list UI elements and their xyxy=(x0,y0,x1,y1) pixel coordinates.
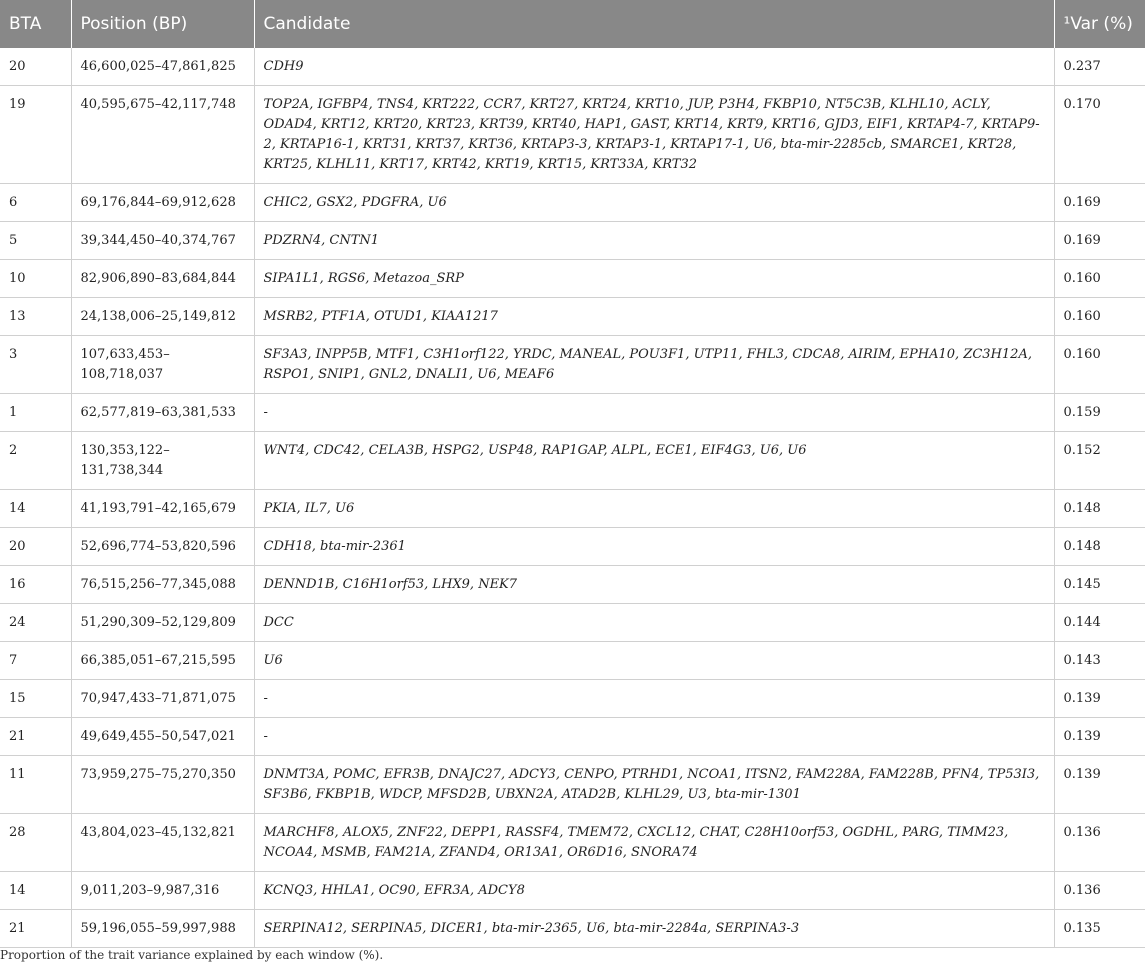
candidate-cell: SERPINA12, SERPINA5, DICER1, bta-mir-2365, U6, bta-mir-2284a, SERPINA3-3 xyxy=(254,910,1054,948)
bta-cell: 21 xyxy=(0,910,71,948)
table-row xyxy=(0,490,1145,528)
var-cell: 0.237 xyxy=(1054,48,1145,86)
candidate-cell: DCC xyxy=(254,604,1054,642)
var-cell: 0.160 xyxy=(1054,336,1145,394)
position-cell: 46,600,025–47,861,825 xyxy=(71,48,254,86)
table-row xyxy=(0,910,1145,948)
header-bta: BTA xyxy=(0,0,71,48)
bta-cell: 14 xyxy=(0,872,71,910)
candidate-cell: SF3A3, INPP5B, MTF1, C3H1orf122, YRDC, MANEAL, POU3F1, UTP11, FHL3, CDCA8, AIRIM, EPHA10, ZC3H12A, RSPO1, SNIP1, GNL2, DNALI1, U6, MEAF6 xyxy=(254,336,1054,394)
candidate-cell: MARCHF8, ALOX5, ZNF22, DEPP1, RASSF4, TMEM72, CXCL12, CHAT, C28H10orf53, OGDHL, PARG, TIMM23, NCOA4, MSMB, FAM21A, ZFAND4, OR13A1, OR6D16, SNORA74 xyxy=(254,814,1054,872)
table-row xyxy=(0,298,1145,336)
position-cell: 130,353,122–131,738,344 xyxy=(71,432,254,490)
bta-cell: 1 xyxy=(0,394,71,432)
var-cell: 0.169 xyxy=(1054,222,1145,260)
position-cell: 73,959,275–75,270,350 xyxy=(71,756,254,814)
bta-cell: 21 xyxy=(0,718,71,756)
var-cell: 0.136 xyxy=(1054,872,1145,910)
table-row xyxy=(0,86,1145,184)
var-cell: 0.170 xyxy=(1054,86,1145,184)
position-cell: 9,011,203–9,987,316 xyxy=(71,872,254,910)
var-cell: 0.160 xyxy=(1054,260,1145,298)
table-row xyxy=(0,566,1145,604)
position-cell: 76,515,256–77,345,088 xyxy=(71,566,254,604)
table-row xyxy=(0,680,1145,718)
bta-cell: 14 xyxy=(0,490,71,528)
position-cell: 52,696,774–53,820,596 xyxy=(71,528,254,566)
candidate-cell: - xyxy=(254,718,1054,756)
table-footnote: Proportion of the trait variance explained by each window (%). xyxy=(0,948,384,962)
candidate-cell: CHIC2, GSX2, PDGFRA, U6 xyxy=(254,184,1054,222)
var-cell: 0.145 xyxy=(1054,566,1145,604)
var-cell: 0.159 xyxy=(1054,394,1145,432)
position-cell: 107,633,453–108,718,037 xyxy=(71,336,254,394)
bta-cell: 10 xyxy=(0,260,71,298)
table-row xyxy=(0,718,1145,756)
bta-cell: 19 xyxy=(0,86,71,184)
var-cell: 0.139 xyxy=(1054,756,1145,814)
bta-cell: 5 xyxy=(0,222,71,260)
table-row xyxy=(0,528,1145,566)
var-cell: 0.143 xyxy=(1054,642,1145,680)
bta-cell: 2 xyxy=(0,432,71,490)
candidate-cell: U6 xyxy=(254,642,1054,680)
bta-cell: 6 xyxy=(0,184,71,222)
position-cell: 69,176,844–69,912,628 xyxy=(71,184,254,222)
bta-cell: 11 xyxy=(0,756,71,814)
position-cell: 66,385,051–67,215,595 xyxy=(71,642,254,680)
table-row xyxy=(0,756,1145,814)
candidate-cell: - xyxy=(254,680,1054,718)
candidate-cell: - xyxy=(254,394,1054,432)
bta-cell: 15 xyxy=(0,680,71,718)
candidate-cell: DENND1B, C16H1orf53, LHX9, NEK7 xyxy=(254,566,1054,604)
table-body xyxy=(0,48,1145,948)
table-row xyxy=(0,642,1145,680)
table-row xyxy=(0,394,1145,432)
header-row xyxy=(0,0,1145,48)
bta-cell: 20 xyxy=(0,48,71,86)
bta-cell: 13 xyxy=(0,298,71,336)
table-row xyxy=(0,222,1145,260)
table-row xyxy=(0,260,1145,298)
var-cell: 0.139 xyxy=(1054,680,1145,718)
position-cell: 59,196,055–59,997,988 xyxy=(71,910,254,948)
position-cell: 40,595,675–42,117,748 xyxy=(71,86,254,184)
candidate-cell: MSRB2, PTF1A, OTUD1, KIAA1217 xyxy=(254,298,1054,336)
position-cell: 41,193,791–42,165,679 xyxy=(71,490,254,528)
candidate-cell: KCNQ3, HHLA1, OC90, EFR3A, ADCY8 xyxy=(254,872,1054,910)
var-cell: 0.169 xyxy=(1054,184,1145,222)
bta-cell: 28 xyxy=(0,814,71,872)
candidate-cell: WNT4, CDC42, CELA3B, HSPG2, USP48, RAP1GAP, ALPL, ECE1, EIF4G3, U6, U6 xyxy=(254,432,1054,490)
header-var: ¹Var (%) xyxy=(1054,0,1145,48)
position-cell: 24,138,006–25,149,812 xyxy=(71,298,254,336)
candidate-cell: PDZRN4, CNTN1 xyxy=(254,222,1054,260)
table-row xyxy=(0,336,1145,394)
table-row xyxy=(0,48,1145,86)
var-cell: 0.152 xyxy=(1054,432,1145,490)
bta-cell: 16 xyxy=(0,566,71,604)
bta-cell: 3 xyxy=(0,336,71,394)
position-cell: 43,804,023–45,132,821 xyxy=(71,814,254,872)
candidate-cell: PKIA, IL7, U6 xyxy=(254,490,1054,528)
candidate-cell: CDH9 xyxy=(254,48,1054,86)
var-cell: 0.144 xyxy=(1054,604,1145,642)
var-cell: 0.160 xyxy=(1054,298,1145,336)
table-row xyxy=(0,604,1145,642)
bta-cell: 24 xyxy=(0,604,71,642)
var-cell: 0.139 xyxy=(1054,718,1145,756)
var-cell: 0.148 xyxy=(1054,528,1145,566)
table-row xyxy=(0,872,1145,910)
table-row xyxy=(0,432,1145,490)
table-row xyxy=(0,814,1145,872)
var-cell: 0.135 xyxy=(1054,910,1145,948)
position-cell: 39,344,450–40,374,767 xyxy=(71,222,254,260)
bta-cell: 7 xyxy=(0,642,71,680)
position-cell: 62,577,819–63,381,533 xyxy=(71,394,254,432)
position-cell: 49,649,455–50,547,021 xyxy=(71,718,254,756)
table-row xyxy=(0,184,1145,222)
position-cell: 82,906,890–83,684,844 xyxy=(71,260,254,298)
header-position: Position (BP) xyxy=(71,0,254,48)
header-candidate: Candidate xyxy=(254,0,1054,48)
bta-cell: 20 xyxy=(0,528,71,566)
position-cell: 51,290,309–52,129,809 xyxy=(71,604,254,642)
var-cell: 0.148 xyxy=(1054,490,1145,528)
var-cell: 0.136 xyxy=(1054,814,1145,872)
candidate-cell: SIPA1L1, RGS6, Metazoa_SRP xyxy=(254,260,1054,298)
candidate-cell: TOP2A, IGFBP4, TNS4, KRT222, CCR7, KRT27, KRT24, KRT10, JUP, P3H4, FKBP10, NT5C3B, KLHL10, ACLY, ODAD4, KRT12, KRT20, KRT23, KRT39, KRT40, HAP1, GAST, KRT14, KRT9, KRT16, GJD3, EIF1, KRTAP4-7, KRTAP9-2, KRTAP16-1, KRT31, KRT37, KRT36, KRTAP3-3, KRTAP3-1, KRTAP17-1, U6, bta-mir-2285cb, SMARCE1, KRT28, KRT25, KLHL11, KRT17, KRT42, KRT19, KRT15, KRT33A, KRT32 xyxy=(254,86,1054,184)
candidate-cell: CDH18, bta-mir-2361 xyxy=(254,528,1054,566)
candidate-cell: DNMT3A, POMC, EFR3B, DNAJC27, ADCY3, CENPO, PTRHD1, NCOA1, ITSN2, FAM228A, FAM228B, PFN4, TP53I3, SF3B6, FKBP1B, WDCP, MFSD2B, UBXN2A, ATAD2B, KLHL29, U3, bta-mir-1301 xyxy=(254,756,1054,814)
position-cell: 70,947,433–71,871,075 xyxy=(71,680,254,718)
